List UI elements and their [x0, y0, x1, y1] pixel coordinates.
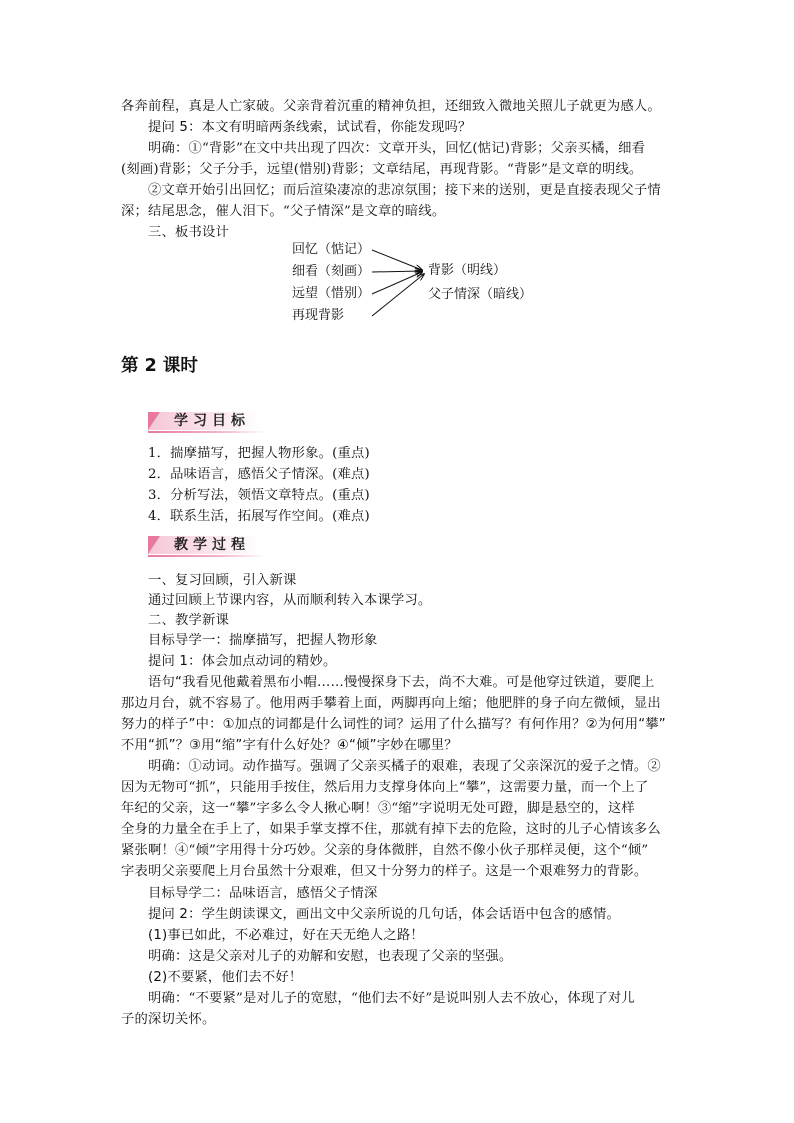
text-line: 那边月台，就不容易了。他用两手攀着上面，两脚再向上缩；他肥胖的身子向左微倾，显出	[121, 696, 661, 711]
board-target-main: 背影（明线）	[428, 263, 507, 278]
goal-heading: 目标导学一：揣摩描写，把握人物形象	[148, 633, 378, 648]
goals-banner	[148, 410, 266, 432]
text-line: 语句“我看见他戴着黑布小帽……慢慢探身下去，尚不大难。可是他穿过铁道，要爬上	[148, 675, 655, 690]
goal-item: 3．分析写法，领悟文章特点。(重点)	[148, 488, 370, 503]
quote-item: (1)事已如此，不必难过，好在天无绝人之路！	[148, 928, 424, 943]
board-item: 细看（刻画）	[292, 264, 371, 279]
goals-banner-label: 学习目标	[174, 413, 250, 429]
process-banner-label: 教学过程	[174, 537, 250, 553]
question-1: 提问 1：体会加点动词的精妙。	[148, 654, 337, 669]
board-item: 再现背影	[292, 308, 345, 323]
goal-item: 4．联系生活，拓展写作空间。(难点)	[148, 509, 370, 524]
board-target-hidden: 父子情深（暗线）	[428, 287, 533, 302]
lesson-title: 第 2 课时	[121, 356, 198, 376]
answer-line: 子的深切关怀。	[121, 1012, 216, 1027]
text-line: 各奔前程，真是人亡家破。父亲背着沉重的精神负担，还细致入微地关照儿子就更为感人。	[121, 99, 661, 114]
answer-line: 深；结尾思念，催人泪下。“父子情深”是文章的暗线。	[121, 204, 446, 219]
board-item: 回忆（惦记）	[292, 242, 371, 257]
answer-line: 年纪的父亲，这一“攀”字多么令人揪心啊！③“缩”字说明无处可蹬，脚是悬空的，这样	[121, 801, 635, 816]
section-heading: 三、板书设计	[148, 225, 229, 240]
arrow-line	[372, 271, 422, 272]
answer-line: (刻画)背影；父子分手，远望(惜别)背影；文章结尾，再现背影。“背影”是文章的明线。	[121, 162, 643, 177]
answer-line: 明确：“不要紧”是对儿子的宽慰，“他们去不好”是说叫别人去不放心，体现了对儿	[148, 991, 635, 1006]
answer-line: 字表明父亲要爬上月台虽然十分艰难，但又十分努力的样子。这是一个艰难努力的背影。	[121, 864, 648, 879]
text-line: 不用“抓”？③用“缩”字有什么好处？④“倾”字妙在哪里？	[121, 738, 458, 753]
arrow-line	[372, 250, 422, 270]
answer-line: 明确：这是父亲对儿子的劝解和安慰，也表现了父亲的坚强。	[148, 949, 513, 964]
arrow-line	[372, 274, 424, 316]
text-line: 通过回顾上节课内容，从而顺利转入本课学习。	[148, 593, 432, 608]
goal-item: 1．揣摩描写，把握人物形象。(重点)	[148, 446, 370, 461]
board-item: 远望（惜别）	[292, 286, 371, 301]
answer-line: 因为无物可“抓”，只能用手按住，然后用力支撑身体向上“攀”，这需要力量，而一个上了	[121, 780, 649, 795]
quote-item: (2)不要紧，他们去不好！	[148, 970, 303, 985]
question-2: 提问 2：学生朗读课文，画出文中父亲所说的几句话，体会话语中包含的感情。	[148, 907, 620, 922]
question-5: 提问 5：本文有明暗两条线索，试试看，你能发现吗？	[148, 120, 472, 135]
answer-line: 明确：①动词。动作描写。强调了父亲买橘子的艰难，表现了父亲深沉的爱子之情。②	[148, 759, 661, 774]
answer-line: 紧张啊！④“倾”字用得十分巧妙。父亲的身体微胖，自然不像小伙子那样灵便，这个“倾”	[121, 843, 649, 858]
answer-line: ②文章开始引出回忆；而后渲染凄凉的悲凉氛围；接下来的送别，更是直接表现父子情	[148, 183, 661, 198]
section-heading: 二、教学新课	[148, 613, 229, 628]
goal-heading: 目标导学二：品味语言，感悟父子情深	[148, 886, 378, 901]
arrow-line	[372, 272, 422, 294]
answer-line: 明确：①“背影”在文中共出现了四次：文章开头，回忆(惦记)背影；父亲买橘，细看	[148, 141, 646, 156]
process-banner	[148, 534, 266, 556]
goal-item: 2．品味语言，感悟父子情深。(难点)	[148, 467, 370, 482]
section-heading: 一、复习回顾，引入新课	[148, 573, 297, 588]
answer-line: 全身的力量全在手上了，如果手掌支撑不住，那就有掉下去的危险，这时的儿子心情该多么	[121, 822, 661, 837]
text-line: 努力的样子”中：①加点的词都是什么词性的词？运用了什么描写？有何作用？②为何用“攀”	[121, 717, 666, 732]
